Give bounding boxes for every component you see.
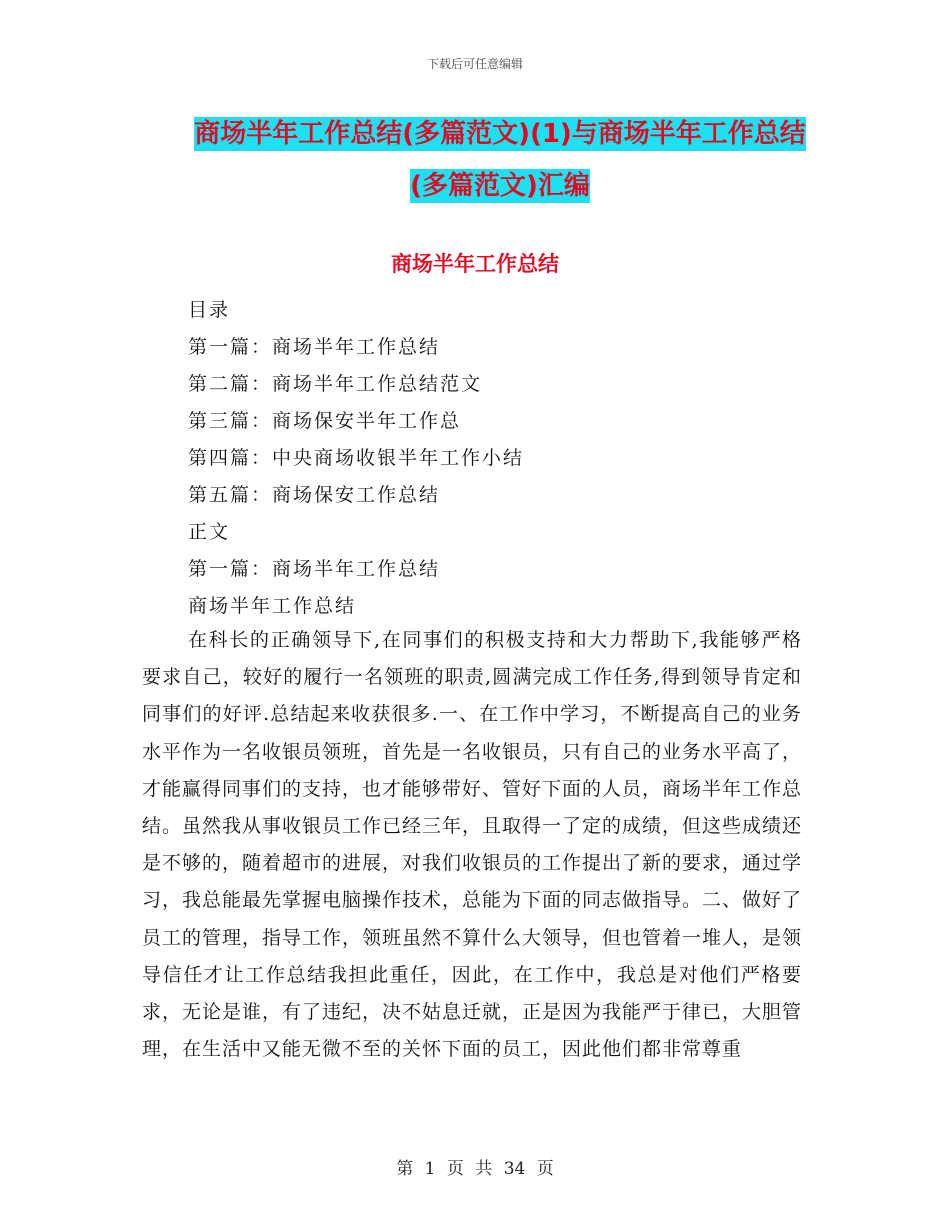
first-section-title: 商场半年工作总结: [188, 595, 357, 617]
document-title: [140, 108, 860, 212]
toc-item: 第五篇：商场保安工作总结: [188, 484, 441, 506]
toc-item: 第二篇：商场半年工作总结范文: [188, 373, 483, 395]
toc-item: 第四篇：中央商场收银半年工作小结: [188, 447, 525, 469]
toc-heading: 目录: [188, 299, 231, 321]
section-subtitle: 商场半年工作总结: [391, 252, 559, 276]
table-of-contents: [188, 292, 524, 625]
body-paragraph: 在科长的正确领导下,在同事们的积极支持和大力帮助下,我能够严格要求自己，较好的履行一名领班的职责,圆满完成工作任务,得到领导肯定和同事们的好评.总结起来收获很多.一、在工作中学习，不断提高自己的业务水平作为一名收银员领班，首先是一名收银员，只有自己的业务水平高了，才能赢得同事们的支持，也才能够带好、管好下面的人员，商场半年工作总结。虽然我从事收银员工作已经三年，且取得一了定的成绩，但这些成绩还是不够的，随着超市的进展，对我们收银员的工作提出了新的要求，通过学习，我总能最先掌握电脑操作技术，总能为下面的同志做指导。二、做好了员工的管理，指导工作，领班虽然不算什么大领导，但也管着一堆人，是领导信任才让工作总结我担此重任，因此，在工作中，我总是对他们严格要求，无论是谁，有了违纪，决不姑息迁就，正是因为我能严于律已，大胆管理，在生活中又能无微不至的关怀下面的员工，因此他们都非常尊重: [142, 629, 803, 1061]
document-title-line1: 商场半年工作总结(多篇范文)(1)与商场半年工作总结: [194, 119, 806, 149]
page-footer: 第 1 页 共 34 页: [396, 1159, 554, 1179]
toc-item: 第三篇：商场保安半年工作总: [188, 410, 462, 432]
body-label: 正文: [188, 521, 231, 543]
first-section-heading: 第一篇：商场半年工作总结: [188, 558, 441, 580]
header-note: 下载后可任意编辑: [426, 57, 523, 71]
toc-item: 第一篇：商场半年工作总结: [188, 336, 441, 358]
document-title-line2: (多篇范文)汇编: [410, 171, 590, 201]
